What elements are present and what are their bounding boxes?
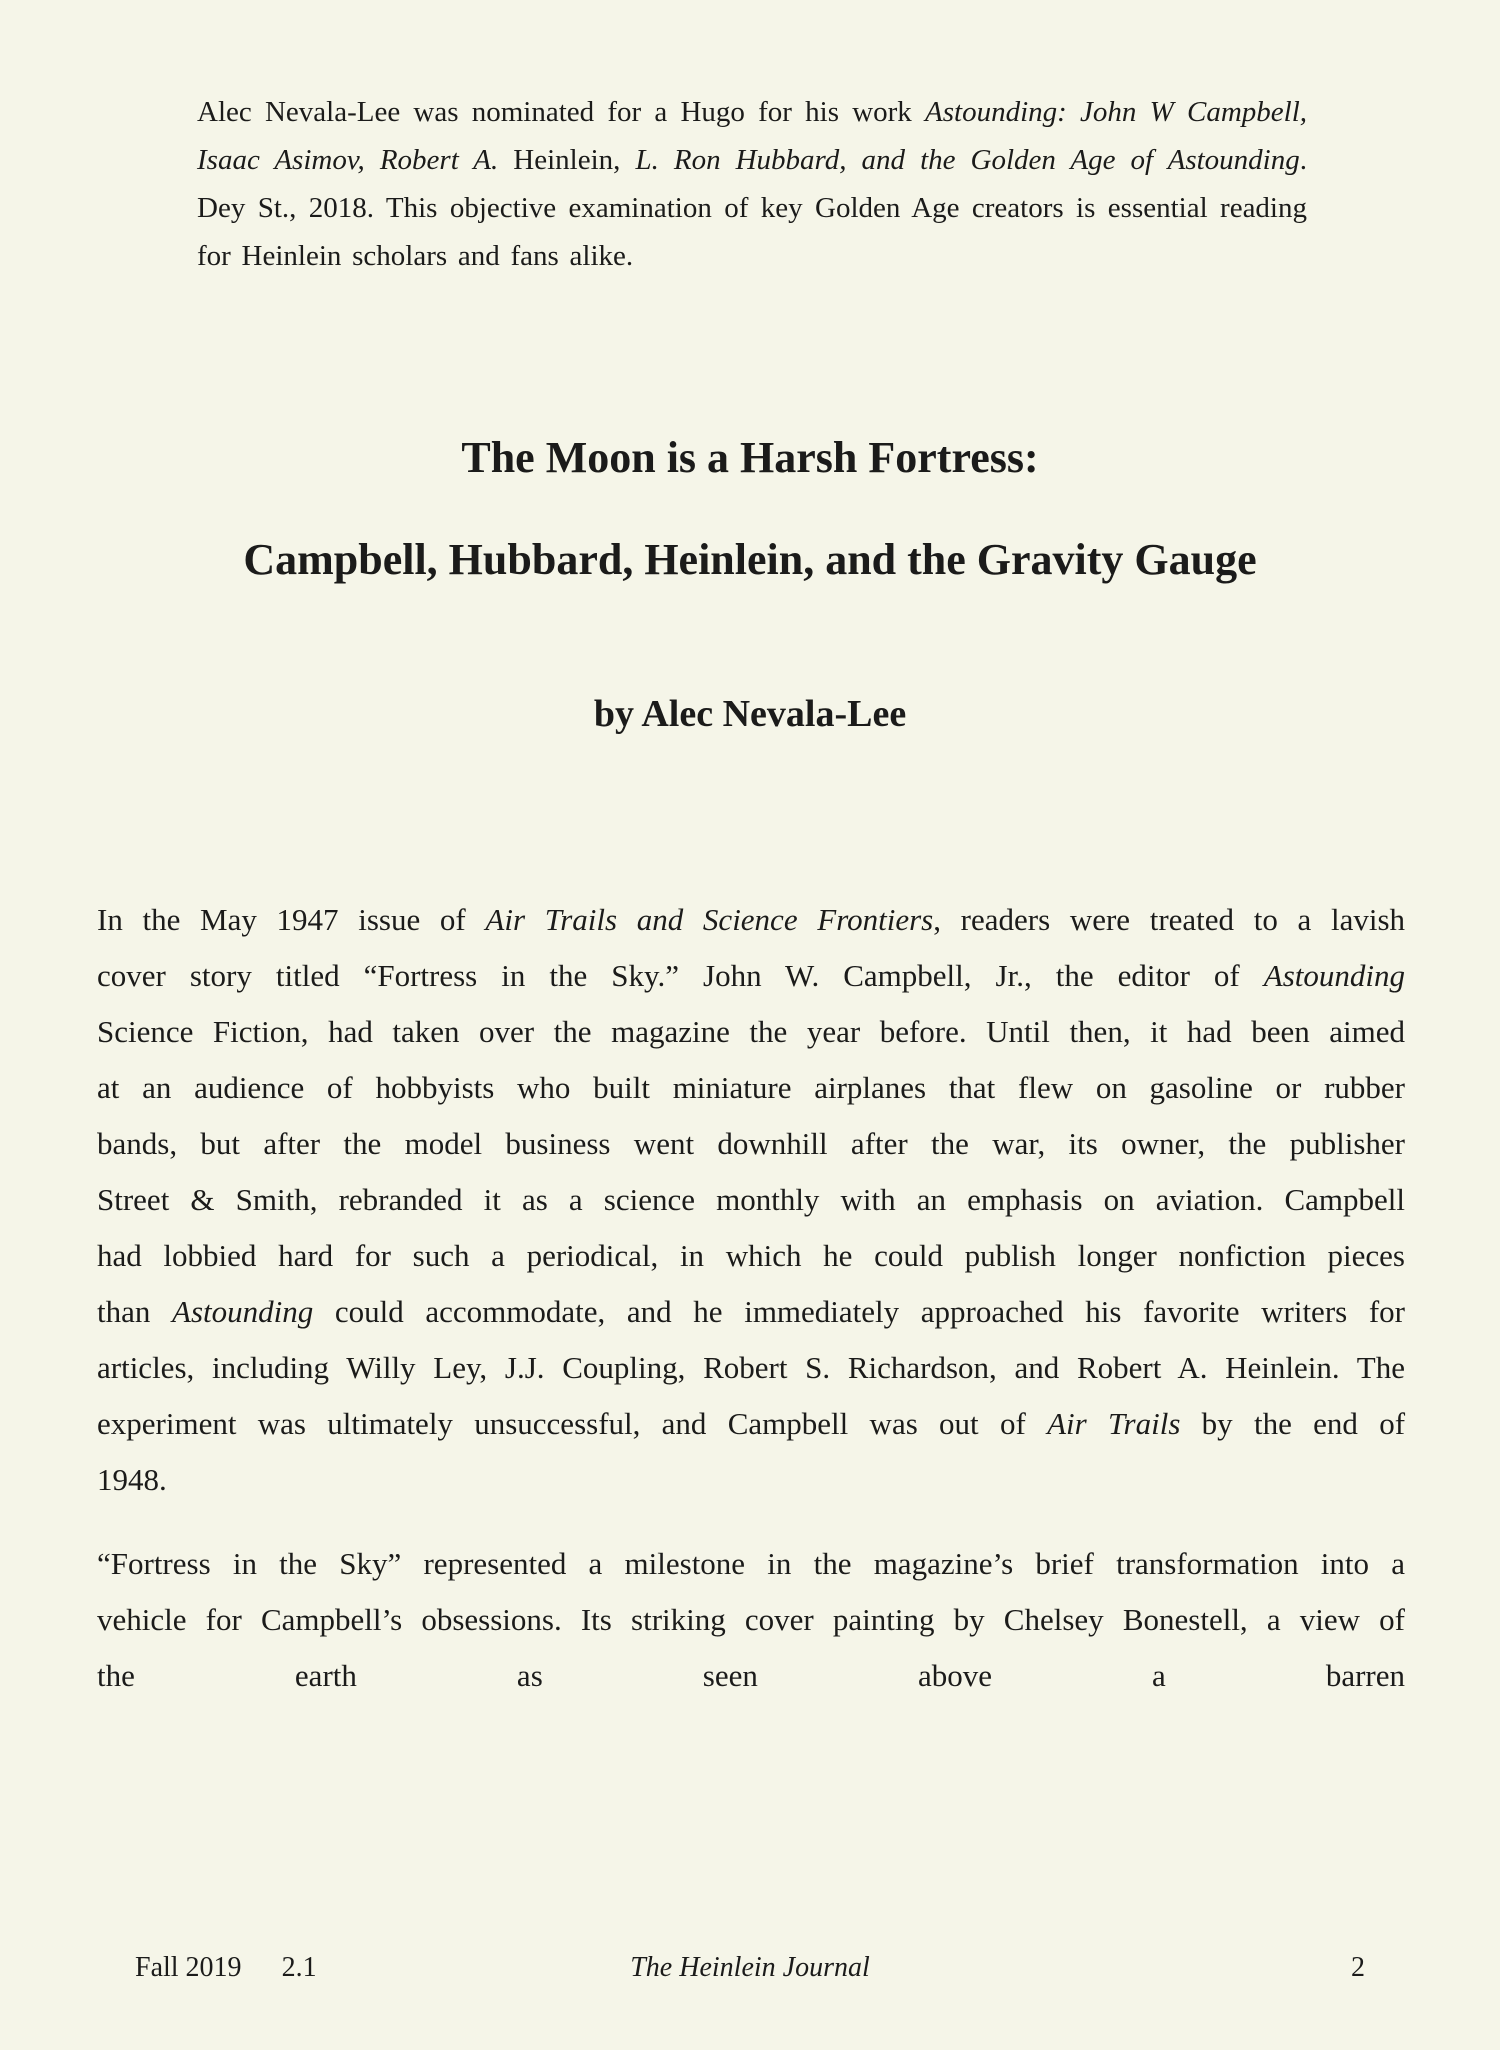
byline: by Alec Nevala-Lee xyxy=(593,693,907,735)
text-segment: Heinlein, xyxy=(498,144,636,176)
article-title-line-2: Campbell, Hubbard, Heinlein, and the Gravity Gauge xyxy=(243,535,1257,584)
italic-text-segment: Astounding: John W Campbell, Isaac Asimov, Robert A. xyxy=(197,96,1307,176)
text-segment: . Dey St., 2018. This objective examination of key Golden Age creators is essential reading for Heinlein scholars and fans alike. xyxy=(197,144,1307,272)
text-segment: could accommodate, and he immediately approached his favorite writers for articles, including Willy Ley, J.J. Coupling, Robert S. Richardson, and Robert A. Heinlein. The experiment was ultimately unsuccessful, and Campbell was out of xyxy=(97,1294,1405,1441)
epigraph xyxy=(197,88,1307,280)
italic-text-segment: L. Ron Hubbard, and the Golden Age of Astounding xyxy=(635,144,1300,176)
text-segment: by the end of 1948. xyxy=(97,1406,1406,1497)
text-segment: In the May 1947 issue of xyxy=(97,902,486,937)
text-segment: Science Fiction, had taken over the magazine the year before. Until then, it had been aimed at an audience of hobbyists who built miniature airplanes that flew on gasoline or rubber bands, but after the model business went downhill after the war, its owner, the publisher Street & Smith, rebranded it as a science monthly with an emphasis on aviation. Campbell had lobbied hard for such a periodical, in which he could publish longer nonfiction pieces than xyxy=(97,1014,1405,1329)
italic-text-segment: Astounding xyxy=(1263,958,1405,993)
article-title-line-1: The Moon is a Harsh Fortress: xyxy=(461,433,1039,482)
footer-issue-number: 2.1 xyxy=(281,1952,317,1983)
footer-page-number: 2 xyxy=(1351,1952,1365,1983)
text-segment: Alec Nevala-Lee was nominated for a Hugo for his work xyxy=(197,96,926,128)
text-segment: , readers were treated to a lavish cover story titled “Fortress in the Sky.” John W. Campbell, Jr., the editor of xyxy=(97,902,1406,993)
body-paragraph xyxy=(97,892,1405,1508)
footer-season: Fall 2019 xyxy=(135,1952,242,1983)
text-segment: “Fortress in the Sky” represented a milestone in the magazine’s brief transformation into a vehicle for Campbell’s obsessions. Its striking cover painting by Chelsey Bonestell, a view of the earth as seen above a barren xyxy=(97,1546,1405,1693)
italic-text-segment: Air Trails and Science Frontiers xyxy=(485,902,934,937)
italic-text-segment: Astounding xyxy=(172,1294,314,1329)
italic-text-segment: Air Trails xyxy=(1047,1406,1181,1441)
footer-journal-title: The Heinlein Journal xyxy=(630,1952,870,1983)
article-body xyxy=(97,892,1405,1732)
body-paragraph xyxy=(97,1536,1405,1704)
